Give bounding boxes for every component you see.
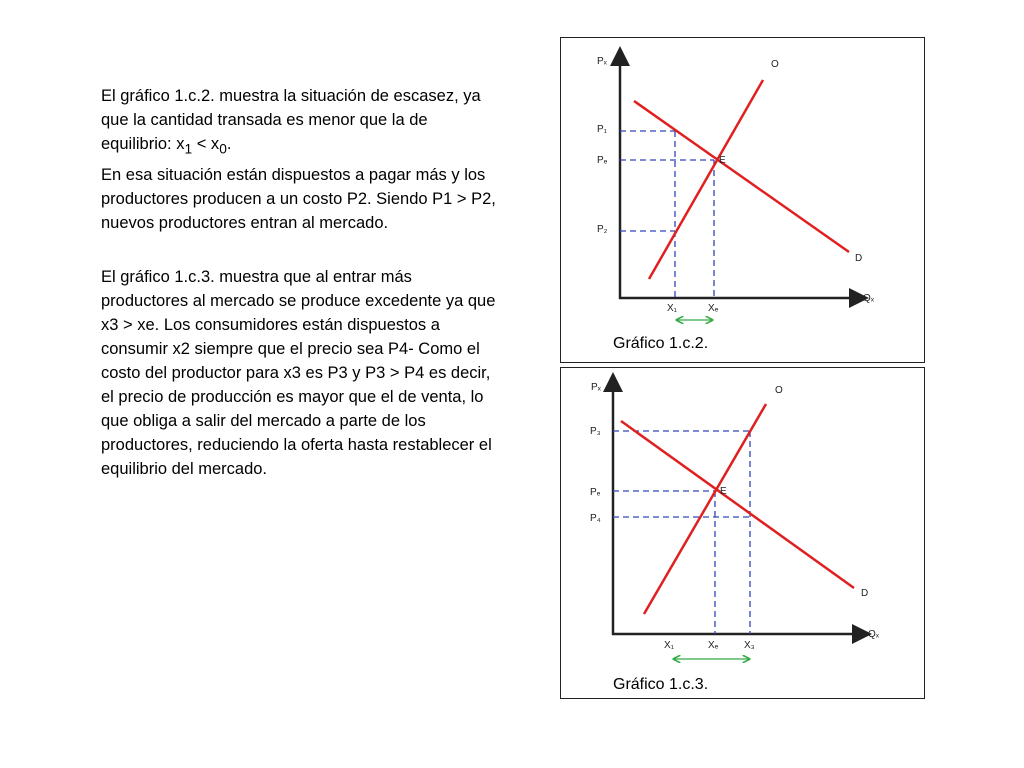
demand-label: D: [855, 253, 863, 264]
price-label-p4: P₄: [590, 513, 601, 524]
subscript-0: 0: [219, 141, 227, 157]
paragraph-new-producers: [101, 163, 501, 235]
qty-label-xe: Xₑ: [708, 303, 719, 314]
guide-lines: [613, 431, 750, 634]
supply-curve: [644, 404, 766, 614]
demand-curve: [621, 421, 854, 588]
paragraph-surplus: [101, 265, 501, 481]
y-axis-label: Pₓ: [591, 382, 601, 393]
qty-label-xe: Xₑ: [708, 640, 719, 651]
subscript-1: 1: [184, 141, 193, 157]
y-axis-label: Pₓ: [597, 56, 607, 67]
price-label-p2: P₂: [597, 224, 608, 235]
demand-curve: [634, 101, 849, 252]
para1-end: .: [226, 135, 232, 153]
guide-lines: [620, 131, 714, 298]
price-label-pe: Pₑ: [590, 487, 601, 498]
x-axis-label: Qₓ: [868, 629, 880, 640]
graph-1c2-svg: [561, 38, 924, 362]
para3-text: El gráfico 1.c.3. muestra que al entrar más productores al mercado se produce excedente ya que x3 > xe. Los consumidores están dispuestos a consumir x2 siempre que el precio sea P4- Como el costo del productor para x3 es P3 y P3 > P4 es decir, el precio de producción es mayor que el de venta, lo que obliga a salir del mercado a parte de los productores, reduciendo la oferta hasta restablecer el equilibrio del mercado.: [101, 268, 496, 478]
graph-1c3-caption: Gráfico 1.c.3.: [613, 676, 709, 693]
price-label-pe: Pₑ: [597, 155, 608, 166]
qty-label-x1: X₁: [664, 640, 675, 651]
para1-text: El gráfico 1.c.2. muestra la situación de escasez, ya que la cantidad transada es menor que la de equilibrio: x: [101, 87, 481, 153]
x-axis-label: Qₓ: [863, 293, 875, 304]
qty-label-x1: X₁: [667, 303, 678, 314]
price-label-p1: P₁: [597, 124, 608, 135]
para2-text: En esa situación están dispuestos a pagar más y los productores producen a un costo P2. Siendo P1 > P2, nuevos productores entran al mercado.: [101, 166, 496, 232]
qty-label-x3: X₃: [744, 640, 755, 651]
paragraph-scarcity: [101, 84, 501, 161]
demand-label: D: [861, 588, 869, 599]
equilibrium-label: E: [720, 486, 727, 497]
graph-1c2-panel: [560, 37, 925, 363]
graph-1c3-panel: [560, 367, 925, 699]
para1-mid: < x: [192, 135, 220, 153]
supply-label: O: [775, 385, 783, 396]
equilibrium-label: E: [719, 155, 726, 166]
graph-1c2-caption: Gráfico 1.c.2.: [613, 335, 709, 352]
graph-1c3-svg: [561, 368, 924, 698]
supply-label: O: [771, 59, 779, 70]
price-label-p3: P₃: [590, 426, 601, 437]
